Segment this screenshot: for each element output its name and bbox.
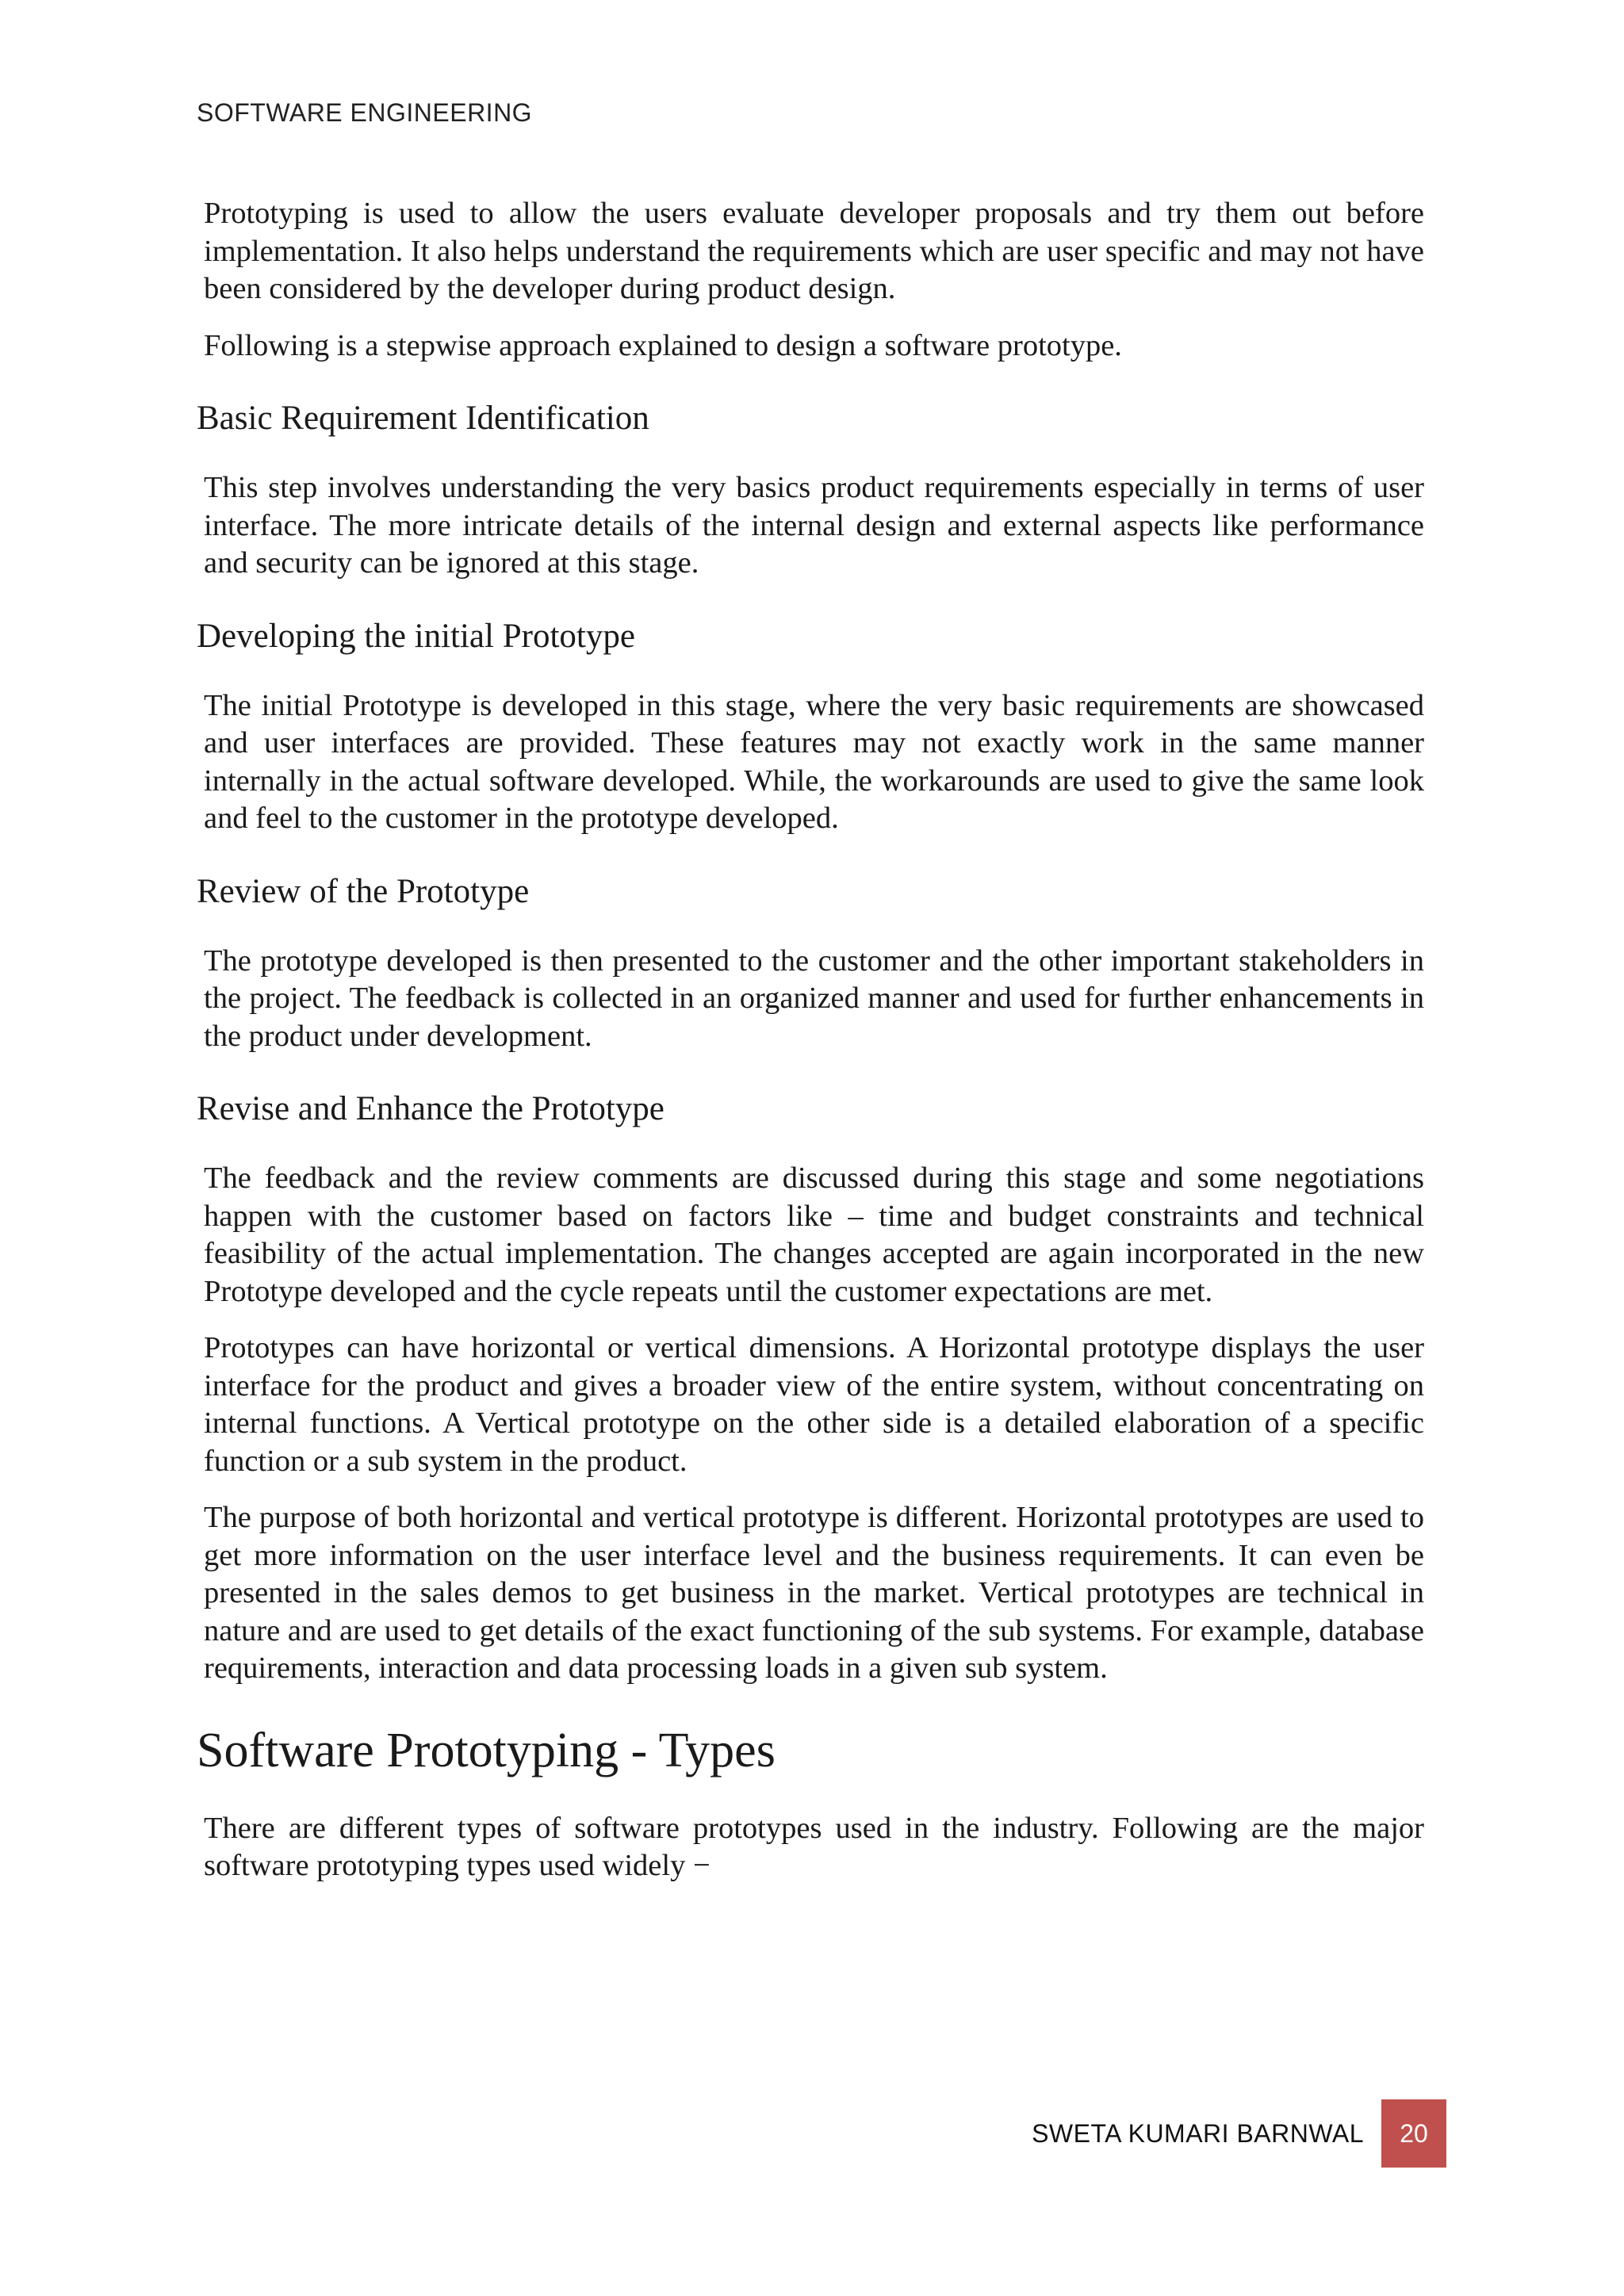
step-heading-basic-requirement: Basic Requirement Identification	[197, 400, 649, 437]
step-text-revise-enhance: The feedback and the review comments are discussed during this stage and some negotiations happen with the customer based on factors like – time and budget constraints and technical feasibility of the actual implementation. The changes accepted are again incorporated in the new Prototype developed and the cycle repeats until the customer expectations are met.	[204, 1161, 1424, 1308]
step-heading-review: Review of the Prototype	[197, 872, 530, 910]
step-text-review: The prototype developed is then presented to the customer and the other important stakeholders in the project. The feedback is collected in an organized manner and used for further enhancements in the product under development.	[204, 943, 1424, 1053]
step-text-initial-prototype: The initial Prototype is developed in this stage, where the very basic requirements are showcased and user interfaces are provided. These features may not exactly work in the same manner internally in the actual software developed. While, the workarounds are used to give the same look and feel to the customer in the prototype developed.	[204, 688, 1424, 835]
page-number-badge: 20	[1381, 2099, 1446, 2168]
intro-paragraph-1: Prototyping is used to allow the users evaluate developer proposals and try them out before implementation. It also helps understand the requirements which are user specific and may not have been considered by the developer during product design.	[204, 197, 1424, 305]
step-heading-revise-enhance: Revise and Enhance the Prototype	[197, 1090, 665, 1127]
purpose-paragraph: The purpose of both horizontal and vertical prototype is different. Horizontal prototypes are used to get more information on the user interface level and the business requirements. It can even be presented in the sales demos to get business in the market. Vertical prototypes are technical in nature and are used to get details of the exact functioning of the sub systems. For example, database requirements, interaction and data processing loads in a given sub system.	[204, 1501, 1424, 1685]
dimensions-paragraph: Prototypes can have horizontal or vertical dimensions. A Horizontal prototype displays the user interface for the product and gives a broader view of the entire system, without concentrating on internal functions. A Vertical prototype on the other side is a detailed elaboration of a specific function or a sub system in the product.	[204, 1331, 1424, 1478]
step-text-basic-requirement: This step involves understanding the very basics product requirements especially in terms of user interface. The more intricate details of the internal design and external aspects like performance and security can be ignored at this stage.	[204, 471, 1424, 580]
footer-author: SWETA KUMARI BARNWAL	[1032, 2118, 1364, 2148]
step-heading-initial-prototype: Developing the initial Prototype	[197, 617, 635, 655]
running-header: SOFTWARE ENGINEERING	[197, 98, 533, 127]
types-intro-paragraph: There are different types of software prototypes used in the industry. Following are the major software prototyping types used widely −	[204, 1811, 1424, 1882]
intro-paragraph-2: Following is a stepwise approach explained to design a software prototype.	[204, 328, 1122, 362]
page-footer	[1032, 2099, 1446, 2168]
page-body	[197, 195, 1424, 1885]
section-title-types: Software Prototyping - Types	[197, 1723, 776, 1777]
